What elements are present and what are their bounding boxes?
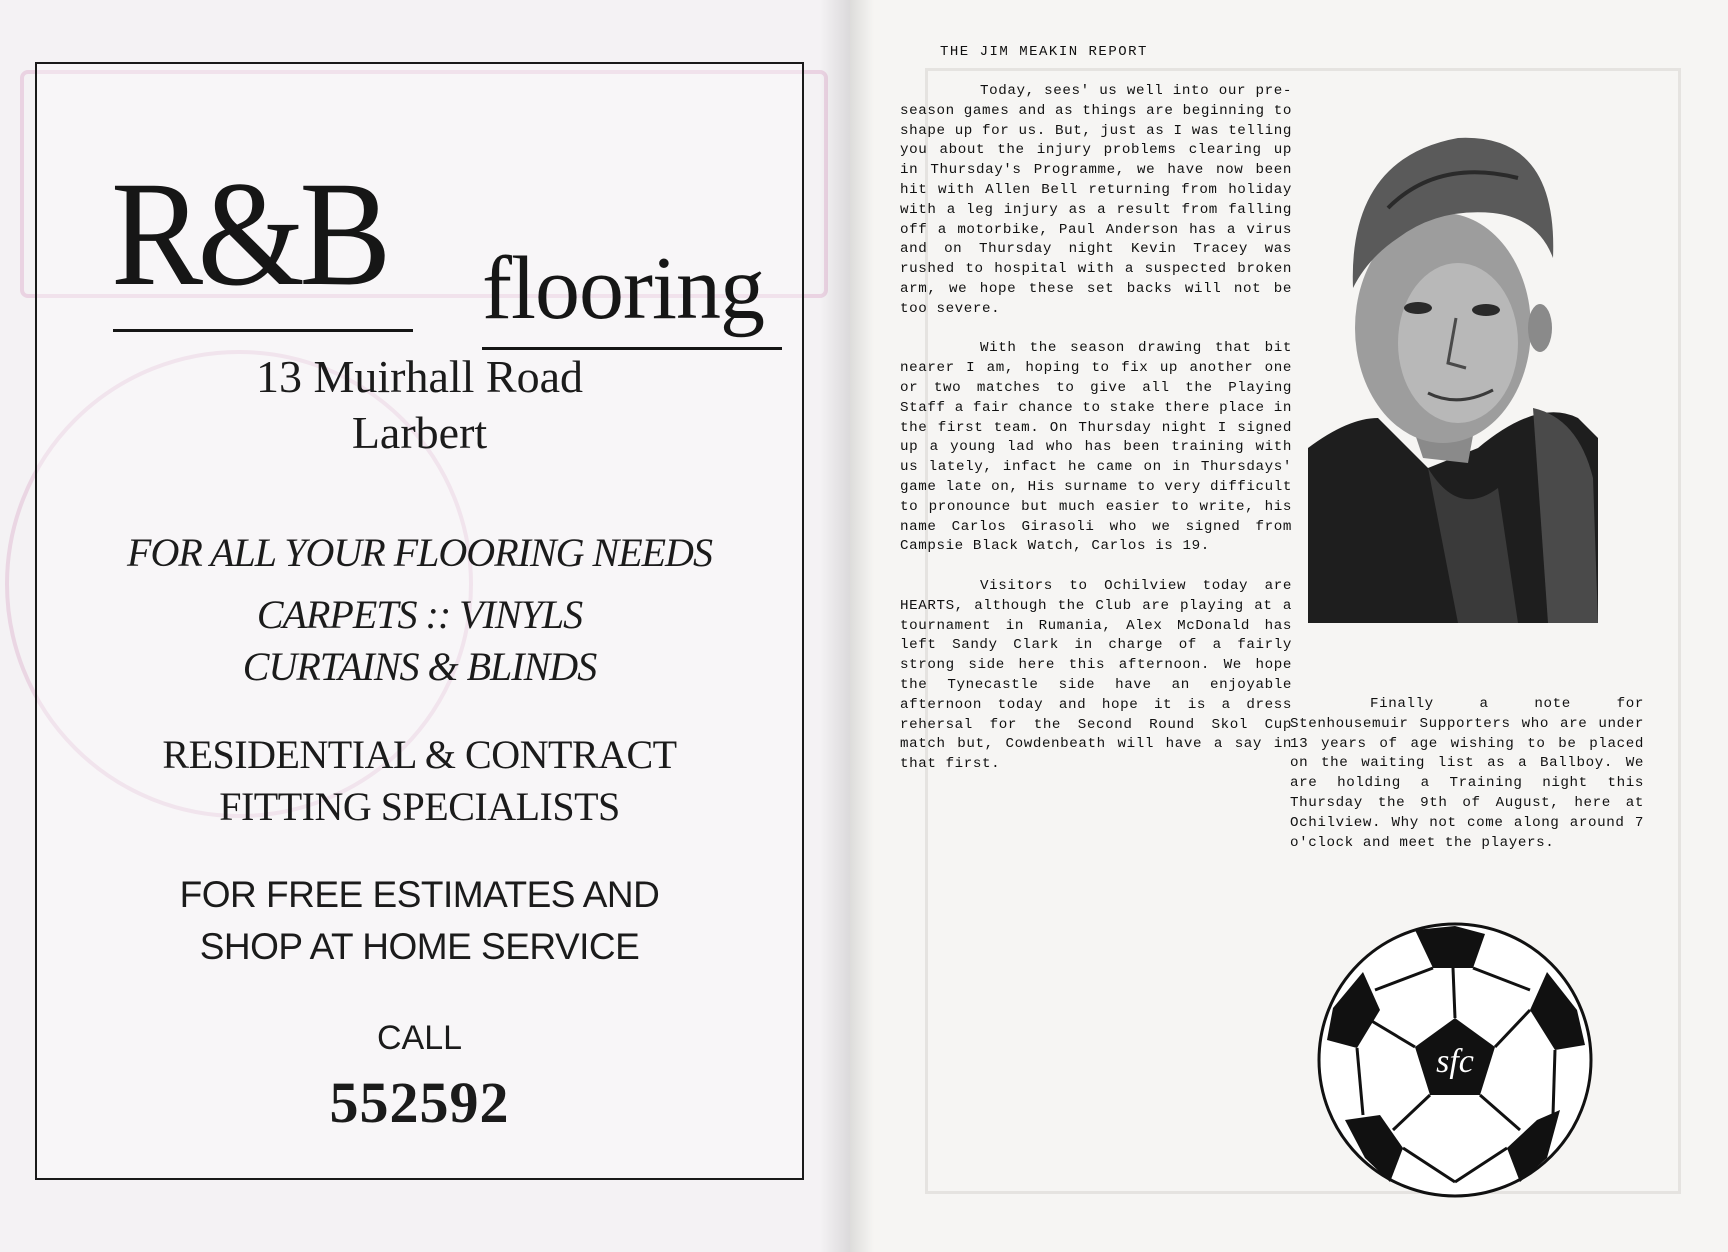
- right-page: [850, 0, 1728, 1252]
- report-paragraph-1: Today, sees' us well into our pre-season games and as things are beginning to shape up for us. But, just as I was telling you about the injury problems clearing up in Thursday's Programme, we have now been hit with Allen Bell returning from holiday with a leg injury as a result from falling off a motorbike, Paul Anderson has a virus and on Thursday night Kevin Tracey was rushed to hospital with a suspected broken arm, we hope these set backs will not be too severe.: [900, 83, 1292, 317]
- fitting-specialists: [37, 729, 802, 833]
- address-town: Larbert: [351, 407, 488, 458]
- left-page: [0, 0, 850, 1252]
- ball-logo-text: sfc: [1436, 1043, 1474, 1080]
- report-paragraph-2: With the season drawing that bit nearer I am, hoping to fix up another one or two matches to give all the Playing Staff a fair chance to stake there place in the first team. On Thursday night I signed up a young lad who has been training with us lately, infact he came on in Thursdays' game late on, His surname to very difficult to pronounce but much easier to write, his name Carlos Girasoli who we signed from Campsie Black Watch, Carlos is 19.: [900, 340, 1292, 555]
- shop-address: [37, 349, 802, 461]
- logo-flooring-text: flooring: [482, 239, 764, 338]
- advert-slogan: FOR ALL YOUR FLOORING NEEDS: [127, 530, 712, 575]
- phone-number: 552592: [329, 1070, 510, 1135]
- report-title: THE JIM MEAKIN REPORT: [940, 44, 1148, 60]
- flooring-advert: [35, 62, 804, 1180]
- call-label: CALL: [376, 1019, 463, 1057]
- fitting-line-1: RESIDENTIAL & CONTRACT: [162, 732, 677, 777]
- free-estimates: [37, 869, 802, 973]
- product-list: [37, 589, 802, 693]
- products-line-2: CURTAINS & BLINDS: [242, 644, 597, 689]
- report-side-column: [1290, 695, 1644, 873]
- report-main-column: [900, 82, 1292, 795]
- company-logo: [77, 119, 797, 338]
- logo-rb-text: R&B: [111, 151, 386, 317]
- fitting-line-2: FITTING SPECIALISTS: [219, 784, 620, 829]
- address-street: 13 Muirhall Road: [255, 351, 584, 402]
- estimates-line-2: SHOP AT HOME SERVICE: [199, 926, 640, 967]
- estimates-line-1: FOR FREE ESTIMATES AND: [179, 874, 660, 915]
- products-line-1: CARPETS :: VINYLS: [256, 592, 583, 637]
- football-logo-icon: [1315, 920, 1595, 1200]
- manager-photo: [1308, 118, 1598, 623]
- logo-underline-left: [113, 329, 413, 332]
- ballboy-notice: Finally a note for Stenhousemuir Supporters who are under 13 years of age wishing to be placed on the waiting list as a Ballboy. We are holding a Training night this Thursday the 9th of August, here at Ochilview. Why not come along around 7 o'clock and meet the players.: [1290, 696, 1644, 851]
- report-paragraph-3: Visitors to Ochilview today are HEARTS, although the Club are playing at a tournament in Rumania, Alex McDonald has left Sandy Clark in charge of a fairly strong side here this afternoon. We hope the Tynecastle side have an enjoyable afternoon today and hope it is a dress rehersal for the Second Round Skol Cup match but, Cowdenbeath will have a say in that first.: [900, 577, 1292, 773]
